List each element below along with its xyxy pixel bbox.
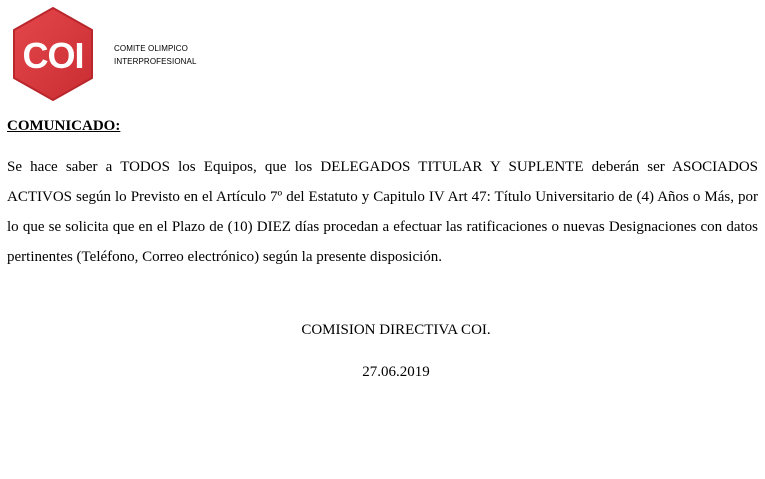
document-body: Se hace saber a TODOS los Equipos, que los DELEGADOS TITULAR Y SUPLENTE deberán ser ASOCIADOS ACTIVOS según lo Previsto en el Artículo 7º del Estatuto y Capitulo IV Art 47: Título Universitario de (4) Años o Más, por lo que se solicita que en el Plazo de (10) DIEZ días procedan a efectuar las ratificaciones o nuevas Designaciones con datos pertinentes (Teléfono, Correo electrónico) según la presente disposición. <box>7 159 758 265</box>
logo-text: COI <box>22 35 84 76</box>
document-date: 27.06.2019 <box>362 364 430 380</box>
organization-name-line-1: COMITE OLIMPICO <box>114 44 188 53</box>
letterhead <box>10 6 410 106</box>
coi-logo <box>10 6 96 102</box>
signature: COMISION DIRECTIVA COI. <box>301 322 491 338</box>
organization-name-line-2: INTERPROFESIONAL <box>114 57 197 66</box>
organization-name <box>114 42 197 68</box>
document-heading: COMUNICADO: <box>7 118 121 134</box>
